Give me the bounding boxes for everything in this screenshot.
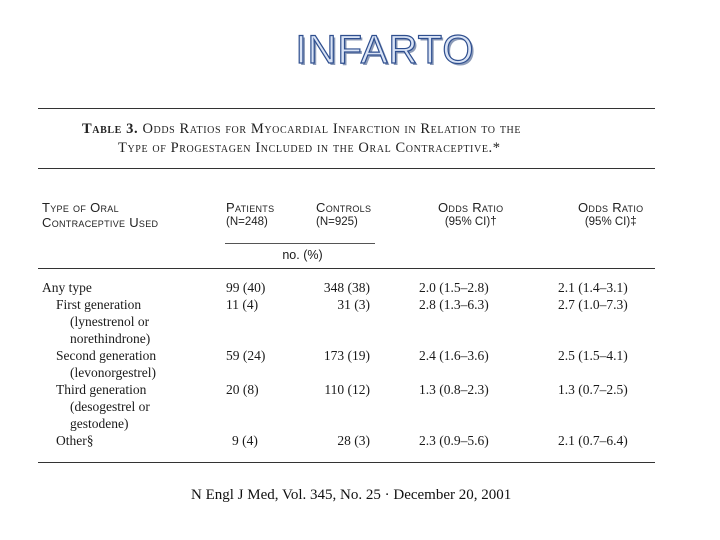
table-row xyxy=(0,433,720,449)
row-patients: 9 (4) xyxy=(232,433,258,448)
citation-footer: N Engl J Med, Vol. 345, No. 25 · December 20, 2001 xyxy=(191,487,512,503)
row-label: norethindrone) xyxy=(70,331,151,346)
table-row xyxy=(0,280,720,296)
row-label: Third generation xyxy=(56,382,147,397)
row-controls: 173 (19) xyxy=(323,348,370,363)
row-label: First generation xyxy=(56,297,142,312)
header-rule xyxy=(38,268,655,269)
header-or1-line2: (95% CI)† xyxy=(444,216,497,228)
header-patients-line1: Patients xyxy=(226,200,275,215)
row-or1: 2.8 (1.3–6.3) xyxy=(419,297,489,312)
table-caption xyxy=(82,120,642,158)
row-label: Second generation xyxy=(56,348,157,363)
subheader-no-pct: no. (%) xyxy=(282,248,323,262)
row-or1: 1.3 (0.8–2.3) xyxy=(419,382,489,397)
row-label: (levonorgestrel) xyxy=(70,365,156,380)
row-or2: 2.5 (1.5–4.1) xyxy=(558,348,628,363)
table-row xyxy=(0,348,720,364)
row-or2: 2.1 (1.4–3.1) xyxy=(558,280,628,295)
header-patients-line2: (N=248) xyxy=(226,216,268,228)
header-controls-line1: Controls xyxy=(316,200,372,215)
row-patients: 11 (4) xyxy=(226,297,259,312)
header-type-line1: Type of Oral xyxy=(42,200,119,215)
slide-title: INFARTO xyxy=(295,28,475,72)
caption-rule xyxy=(38,168,655,169)
row-patients: 59 (24) xyxy=(226,348,266,363)
table-row xyxy=(0,365,720,381)
row-or1: 2.3 (0.9–5.6) xyxy=(419,433,489,448)
caption-line-1: Odds Ratios for Myocardial Infarction in Relation to the xyxy=(142,121,522,137)
row-patients: 99 (40) xyxy=(226,280,266,295)
row-or2: 2.7 (1.0–7.3) xyxy=(558,297,628,312)
header-type xyxy=(42,200,158,230)
header-or2 xyxy=(578,200,643,230)
row-label: (desogestrel or xyxy=(70,399,150,414)
row-label: gestodene) xyxy=(70,416,129,431)
row-or1: 2.4 (1.6–3.6) xyxy=(419,348,489,363)
row-label: Any type xyxy=(42,280,92,295)
header-controls xyxy=(316,200,371,230)
table-row xyxy=(0,382,720,398)
row-patients: 20 (8) xyxy=(226,382,259,397)
header-type-line2: Contraceptive Used xyxy=(42,215,159,230)
table-top-rule xyxy=(38,108,655,109)
caption-label: Table 3. xyxy=(82,121,139,137)
row-controls: 348 (38) xyxy=(323,280,370,295)
row-or2: 2.1 (0.7–6.4) xyxy=(558,433,628,448)
subheader-rule xyxy=(225,243,375,244)
row-or1: 2.0 (1.5–2.8) xyxy=(419,280,489,295)
caption-line-2: Type of Progestagen Included in the Oral Contraceptive.* xyxy=(118,140,501,156)
header-or1 xyxy=(438,200,503,230)
table-row xyxy=(0,314,720,330)
header-patients xyxy=(226,200,274,230)
header-or2-line2: (95% CI)‡ xyxy=(584,216,637,228)
row-or2: 1.3 (0.7–2.5) xyxy=(558,382,628,397)
table-row xyxy=(0,399,720,415)
header-controls-line2: (N=925) xyxy=(316,216,358,228)
header-or2-line1: Odds Ratio xyxy=(578,200,644,215)
table-row xyxy=(0,416,720,432)
table-row xyxy=(0,331,720,347)
row-label: (lynestrenol or xyxy=(70,314,150,329)
row-label: Other§ xyxy=(56,433,94,448)
row-controls: 31 (3) xyxy=(337,297,370,312)
table-row xyxy=(0,297,720,313)
row-controls: 28 (3) xyxy=(337,433,370,448)
table-bottom-rule xyxy=(38,462,655,463)
header-or1-line1: Odds Ratio xyxy=(438,200,504,215)
row-controls: 110 (12) xyxy=(324,382,370,397)
